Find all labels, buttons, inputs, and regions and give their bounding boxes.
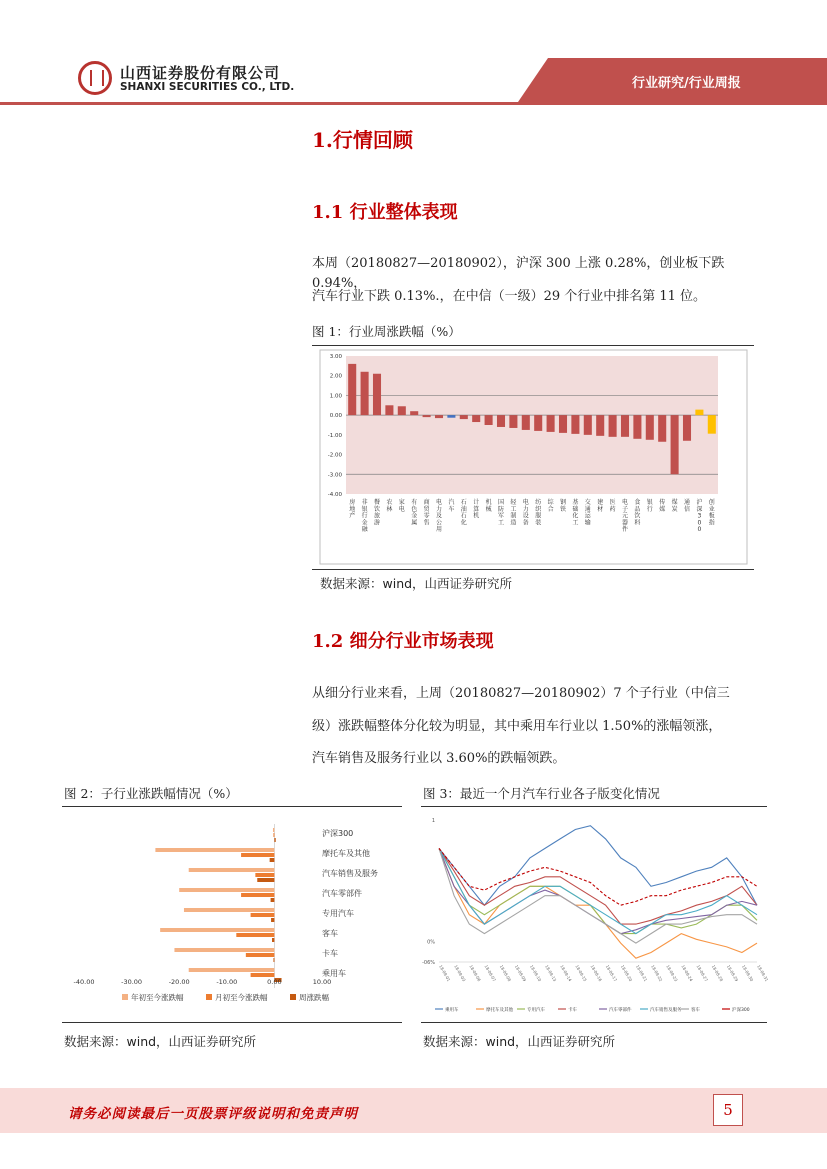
chart2-legend-swatch bbox=[290, 994, 296, 1000]
chart1-xlabel: 商贸零售 bbox=[423, 499, 430, 527]
chart2-category-label: 专用汽车 bbox=[322, 909, 354, 918]
chart2-legend-swatch bbox=[122, 994, 128, 1000]
chart2-bar bbox=[257, 878, 274, 882]
chart1-bar bbox=[447, 415, 455, 418]
chart1-xlabel: 建材 bbox=[597, 499, 604, 513]
chart3-xlabel: 18-08-14 bbox=[559, 964, 573, 983]
chart3-xlabel: 18-08-09 bbox=[513, 964, 528, 983]
chart2-xtick: -30.00 bbox=[121, 978, 143, 986]
chart3-xlabel: 18-08-17 bbox=[604, 964, 619, 983]
chart2-bar bbox=[241, 853, 274, 857]
report-type: 行业研究/行业周报 bbox=[632, 76, 741, 91]
chart3-legend-label: 客车 bbox=[691, 1008, 700, 1013]
chart2-xtick: 0.00 bbox=[267, 978, 282, 986]
chart2-bar bbox=[274, 838, 275, 842]
chart1-xlabel: 沪深 3 0 0 bbox=[696, 499, 703, 534]
chart1-bar bbox=[509, 415, 517, 428]
chart3-xlabel: 18-08-01 bbox=[438, 964, 452, 983]
chart1-bar bbox=[348, 364, 356, 415]
chart1-xlabel: 交通运输 bbox=[584, 499, 591, 527]
chart1-xlabel: 医药 bbox=[609, 499, 616, 513]
chart2-xtick: -20.00 bbox=[168, 978, 190, 986]
chart1-ytick: 2.00 bbox=[329, 373, 342, 380]
chart1-bar bbox=[671, 415, 679, 474]
chart2-xtick: 10.00 bbox=[312, 978, 332, 986]
paragraph-1-2-line1: 从细分行业来看，上周（20180827—20180902）7 个子行业（中信三 bbox=[312, 686, 730, 701]
section-title: 1.行情回顾 bbox=[312, 128, 413, 152]
chart2-legend-swatch bbox=[206, 994, 212, 1000]
chart2-category-label: 汽车零部件 bbox=[322, 889, 362, 898]
chart1-bar bbox=[423, 415, 431, 417]
chart2-bar bbox=[273, 958, 274, 962]
chart3-legend-label: 卡车 bbox=[568, 1008, 577, 1013]
figure3-top-rule bbox=[421, 806, 767, 807]
chart3-series-line bbox=[439, 848, 757, 905]
figure2-chart bbox=[64, 812, 400, 1018]
chart1-bar bbox=[460, 415, 468, 419]
chart2-bar bbox=[271, 918, 274, 922]
chart3-series-line bbox=[439, 826, 757, 906]
chart2-bar bbox=[251, 913, 275, 917]
chart2-bar bbox=[273, 828, 274, 832]
chart2-bar bbox=[155, 848, 274, 852]
chart1-xlabel: 餐饮旅游 bbox=[373, 499, 381, 527]
chart3-xlabel: 18-08-07 bbox=[483, 964, 497, 983]
chart3-xlabel: 18-08-21 bbox=[634, 964, 649, 983]
figure1-source: 数据来源：wind，山西证券研究所 bbox=[320, 576, 513, 591]
chart1-bar bbox=[385, 405, 393, 415]
chart2-bar bbox=[270, 858, 275, 862]
chart2-category-label: 沪深300 bbox=[322, 829, 354, 838]
chart1-bar bbox=[361, 372, 369, 415]
chart3-xlabel: 18-08-23 bbox=[665, 964, 679, 983]
chart2-xtick: -40.00 bbox=[73, 978, 95, 986]
chart1-bar bbox=[609, 415, 617, 437]
chart3-xlabel: 18-08-27 bbox=[695, 964, 709, 983]
chart1-bar bbox=[596, 415, 604, 436]
figure2-bottom-rule bbox=[62, 1022, 402, 1023]
chart1-bar bbox=[410, 411, 418, 415]
chart1-xlabel: 通信 bbox=[683, 499, 691, 513]
chart2-bar bbox=[174, 948, 274, 952]
chart1-bar bbox=[497, 415, 505, 427]
chart3-legend-label: 摩托车及其他 bbox=[486, 1008, 513, 1013]
chart2-bar bbox=[179, 888, 274, 892]
figure2-source: 数据来源：wind，山西证券研究所 bbox=[64, 1034, 257, 1049]
chart2-bar bbox=[189, 968, 275, 972]
chart2-bar bbox=[271, 898, 275, 902]
chart1-bar bbox=[547, 415, 555, 432]
chart1-xlabel: 电力及公用 bbox=[435, 499, 443, 534]
chart1-xlabel: 电子元器件 bbox=[621, 499, 629, 534]
chart3-ytick: 0% bbox=[427, 939, 435, 946]
chart1-ytick: -4.00 bbox=[327, 492, 342, 498]
chart3-legend-label: 汽车零部件 bbox=[609, 1008, 632, 1013]
chart3-legend-label: 乘用车 bbox=[445, 1008, 459, 1013]
figure3-chart bbox=[421, 812, 770, 1018]
chart2-bar bbox=[246, 953, 275, 957]
chart1-bar bbox=[621, 415, 629, 437]
chart2-legend-label: 月初至今涨跌幅 bbox=[215, 993, 268, 1002]
figure3-caption: 图 3：最近一个月汽车行业各子版变化情况 bbox=[423, 786, 660, 801]
chart1-ytick: 0.00 bbox=[329, 413, 342, 420]
chart3-ytick: 1 bbox=[431, 818, 435, 824]
chart1-xlabel: 国防军工 bbox=[497, 499, 505, 527]
chart2-category-label: 汽车销售及服务 bbox=[322, 869, 378, 878]
chart1-bar bbox=[522, 415, 530, 430]
chart2-legend-label: 周涨跌幅 bbox=[299, 993, 329, 1002]
chart2-legend-label: 年初至今涨跌幅 bbox=[131, 993, 184, 1002]
chart3-series-line bbox=[439, 848, 757, 943]
chart3-xlabel: 18-08-28 bbox=[710, 964, 725, 983]
chart2-bar bbox=[273, 833, 274, 837]
chart1-ytick: -3.00 bbox=[327, 472, 342, 479]
company-name-en: SHANXI SECURITIES CO., LTD. bbox=[120, 81, 295, 93]
figure1-caption: 图 1：行业周涨跌幅（%） bbox=[312, 324, 461, 339]
chart1-bar bbox=[472, 415, 480, 422]
figure1-chart bbox=[320, 350, 748, 565]
chart1-xlabel: 计算机 bbox=[473, 499, 480, 520]
chart2-category-label: 卡车 bbox=[322, 949, 338, 958]
chart1-bar bbox=[683, 415, 691, 441]
chart1-bar bbox=[398, 406, 406, 415]
figure3-bottom-rule bbox=[421, 1022, 767, 1023]
chart3-xlabel: 18-08-06 bbox=[468, 964, 482, 983]
chart1-bar bbox=[658, 415, 666, 442]
chart1-xlabel: 综合 bbox=[547, 499, 554, 513]
chart3-xlabel: 18-08-10 bbox=[528, 964, 543, 983]
chart1-xlabel: 纺织服装 bbox=[535, 499, 542, 527]
chart1-bar bbox=[695, 410, 703, 416]
chart2-category-label: 乘用车 bbox=[322, 969, 346, 978]
chart1-xlabel: 家电 bbox=[398, 499, 405, 513]
figure1-bottom-rule bbox=[312, 569, 754, 570]
chart1-xlabel: 基础化工 bbox=[572, 499, 579, 527]
chart1-ytick: 1.00 bbox=[329, 393, 342, 400]
chart2-bar bbox=[251, 973, 275, 977]
chart1-xlabel: 钢铁 bbox=[559, 499, 567, 513]
chart1-xlabel: 汽车 bbox=[448, 499, 455, 513]
figure2-caption: 图 2：子行业涨跌幅情况（%） bbox=[64, 786, 238, 801]
chart3-xlabel: 18-08-03 bbox=[453, 964, 467, 983]
chart1-xlabel: 电力设备 bbox=[522, 499, 529, 527]
chart3-xlabel: 18-08-31 bbox=[756, 964, 770, 983]
chart1-xlabel: 非银行金融 bbox=[361, 499, 368, 534]
paragraph-1-2-line2: 级）涨跌幅整体分化较为明显，其中乘用车行业以 1.50%的涨幅领涨， bbox=[312, 719, 722, 734]
company-name-cn: 山西证券股份有限公司 bbox=[120, 64, 281, 82]
figure3-source: 数据来源：wind，山西证券研究所 bbox=[423, 1034, 616, 1049]
chart3-xlabel: 18-08-22 bbox=[650, 964, 664, 983]
chart1-xlabel: 传媒 bbox=[659, 499, 666, 513]
chart1-xlabel: 房地产 bbox=[349, 499, 356, 520]
chart3-xlabel: 18-08-15 bbox=[574, 964, 588, 983]
paragraph-1-2-line3: 汽车销售及服务行业以 3.60%的跌幅领跌。 bbox=[312, 751, 566, 766]
chart3-xlabel: 18-08-08 bbox=[498, 964, 513, 983]
chart1-xlabel: 轻工制造 bbox=[510, 499, 517, 527]
chart1-bar bbox=[571, 415, 579, 434]
chart3-xlabel: 18-08-30 bbox=[740, 964, 755, 983]
chart3-xlabel: 18-08-29 bbox=[725, 964, 740, 983]
chart2-bar bbox=[241, 893, 274, 897]
chart3-xlabel: 18-08-24 bbox=[680, 964, 694, 983]
chart3-legend-label: 沪深300 bbox=[732, 1008, 750, 1013]
chart1-xlabel: 农林 bbox=[386, 499, 393, 513]
chart1-bar bbox=[534, 415, 542, 431]
chart1-ytick: -1.00 bbox=[327, 432, 342, 439]
subsection-title-1-1: 1.1 行业整体表现 bbox=[312, 202, 458, 223]
paragraph-1-1-line2: 汽车行业下跌 0.13%.，在中信（一级）29 个行业中排名第 11 位。 bbox=[312, 289, 707, 304]
chart3-xlabel: 18-08-16 bbox=[589, 964, 603, 983]
chart1-bar bbox=[646, 415, 654, 440]
chart3-xlabel: 18-08-13 bbox=[544, 964, 558, 983]
subsection-title-1-2: 1.2 细分行业市场表现 bbox=[312, 631, 494, 652]
chart1-bar bbox=[708, 415, 716, 434]
chart1-xlabel: 食品饮料 bbox=[634, 499, 641, 527]
chart3-ytick: -06% bbox=[422, 960, 435, 966]
chart3-legend-label: 汽车销售及服务 bbox=[650, 1008, 682, 1013]
chart1-xlabel: 有色金属 bbox=[411, 499, 418, 527]
chart1-xlabel: 银行 bbox=[646, 499, 653, 513]
chart2-bar bbox=[160, 928, 274, 932]
company-logo-icon bbox=[78, 61, 112, 95]
chart1-xlabel: 机械 bbox=[485, 499, 492, 513]
chart1-bar bbox=[633, 415, 641, 439]
page-number: 5 bbox=[713, 1094, 743, 1126]
chart2-bar bbox=[189, 868, 275, 872]
chart3-legend-label: 专用汽车 bbox=[527, 1008, 545, 1013]
chart1-bar bbox=[584, 415, 592, 435]
chart1-bar bbox=[373, 374, 381, 415]
chart1-xlabel: 创业板指 bbox=[708, 499, 715, 527]
chart2-category-label: 摩托车及其他 bbox=[322, 849, 370, 858]
chart1-xlabel: 石油石化 bbox=[460, 499, 467, 527]
figure2-top-rule bbox=[62, 806, 402, 807]
chart2-bar bbox=[236, 933, 274, 937]
chart2-bar bbox=[272, 938, 274, 942]
chart3-xlabel: 18-08-20 bbox=[619, 964, 634, 983]
chart2-bar bbox=[255, 873, 274, 877]
chart2-bar bbox=[184, 908, 274, 912]
header-divider bbox=[0, 102, 827, 105]
chart1-ytick: -2.00 bbox=[327, 452, 342, 459]
footer-disclaimer: 请务必阅读最后一页股票评级说明和免责声明 bbox=[68, 1106, 358, 1122]
chart1-bar bbox=[485, 415, 493, 425]
chart1-bar bbox=[559, 415, 567, 433]
paragraph-1-1-line1: 本周（20180827—20180902），沪深 300 上涨 0.28%，创业板下跌 0.94%， bbox=[312, 256, 725, 291]
chart1-bar bbox=[435, 415, 443, 418]
chart2-category-label: 客车 bbox=[322, 929, 338, 938]
figure1-top-rule bbox=[312, 345, 754, 346]
chart1-xlabel: 煤炭 bbox=[671, 499, 678, 513]
chart2-xtick: -10.00 bbox=[216, 978, 238, 986]
chart1-ytick: 3.00 bbox=[329, 354, 342, 360]
